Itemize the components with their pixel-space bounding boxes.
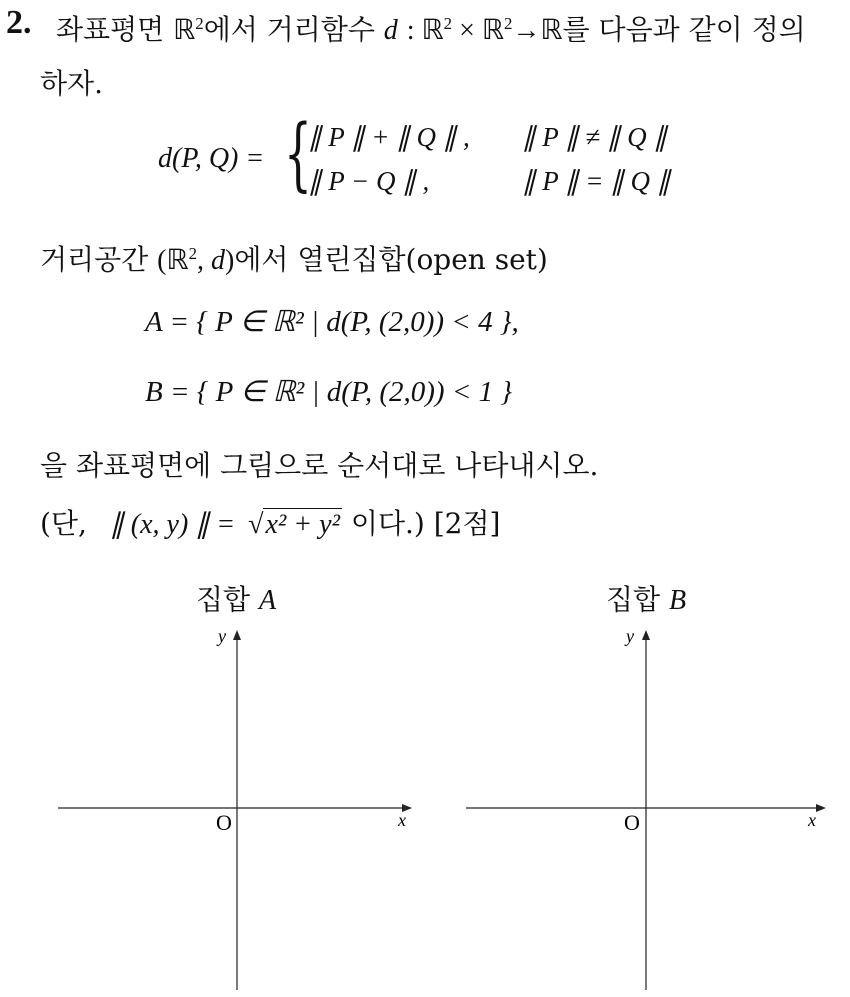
definition-case2-value: ∥ P − Q ∥ ,: [308, 166, 430, 196]
graph-A-y-arrow-icon: [233, 630, 241, 640]
problem-number: 2.: [6, 4, 32, 41]
note-text-a: (단,: [40, 507, 87, 540]
graph-A-title-symbol: A: [259, 585, 277, 616]
set-A-definition: A = { P ∈ ℝ² | d(P, (2,0)) < 4 },: [145, 306, 519, 338]
graph-A-y-label: y: [218, 626, 226, 646]
graph-B-x-label: x: [808, 810, 816, 830]
note-norm: ∥ (x, y) ∥ =: [109, 509, 236, 540]
graph-B-title-symbol: B: [669, 585, 687, 616]
instruction-text: 을 좌표평면에 그림으로 순서대로 나타내시오.: [40, 449, 599, 482]
space-text-b: 에서 열린집합(open set): [234, 243, 548, 276]
graph-A-x-label: x: [398, 810, 406, 830]
graph-A-title-word: 집합: [196, 583, 251, 616]
definition-case2-condition: ∥ P ∥ = ∥ Q ∥: [522, 166, 671, 196]
intro-text-c: 를 다음과 같이 정의: [562, 13, 806, 46]
graph-B-title-word: 집합: [606, 583, 661, 616]
definition-lhs: d(P, Q) =: [158, 143, 265, 174]
graph-B-y-arrow-icon: [642, 630, 650, 640]
graph-A-axes: [58, 626, 412, 990]
note-text-b: 이다.) [2점]: [350, 507, 501, 540]
intro-text-b: 에서 거리함수: [203, 13, 375, 46]
graph-B-origin-label: O: [624, 810, 640, 835]
definition-case1-value: ∥ P ∥ + ∥ Q ∥ ,: [308, 122, 470, 152]
definition-brace: {: [284, 107, 312, 200]
metric-symbol: d: [383, 15, 398, 46]
definition-case1-condition: ∥ P ∥ ≠ ∥ Q ∥: [522, 122, 667, 152]
space-text-a: 거리공간: [40, 243, 149, 276]
space-pair: (ℝ$^2$, d): [157, 243, 235, 276]
graph-B-y-label: y: [626, 626, 634, 646]
space-symbol: ℝ$^2$: [173, 13, 204, 46]
graph-B-axes: [466, 626, 826, 990]
graph-B-x-arrow-icon: [816, 804, 826, 812]
graph-A-origin-label: O: [216, 810, 232, 835]
note-sqrt: √x² + y²: [248, 509, 341, 540]
problem-intro-line2: 하자.: [40, 67, 103, 100]
intro-text-a: 좌표평면: [56, 13, 165, 46]
set-B-definition: B = { P ∈ ℝ² | d(P, (2,0)) < 1 }: [145, 376, 512, 408]
metric-signature: : ℝ$^2$ × ℝ$^2$→ℝ: [406, 13, 563, 46]
